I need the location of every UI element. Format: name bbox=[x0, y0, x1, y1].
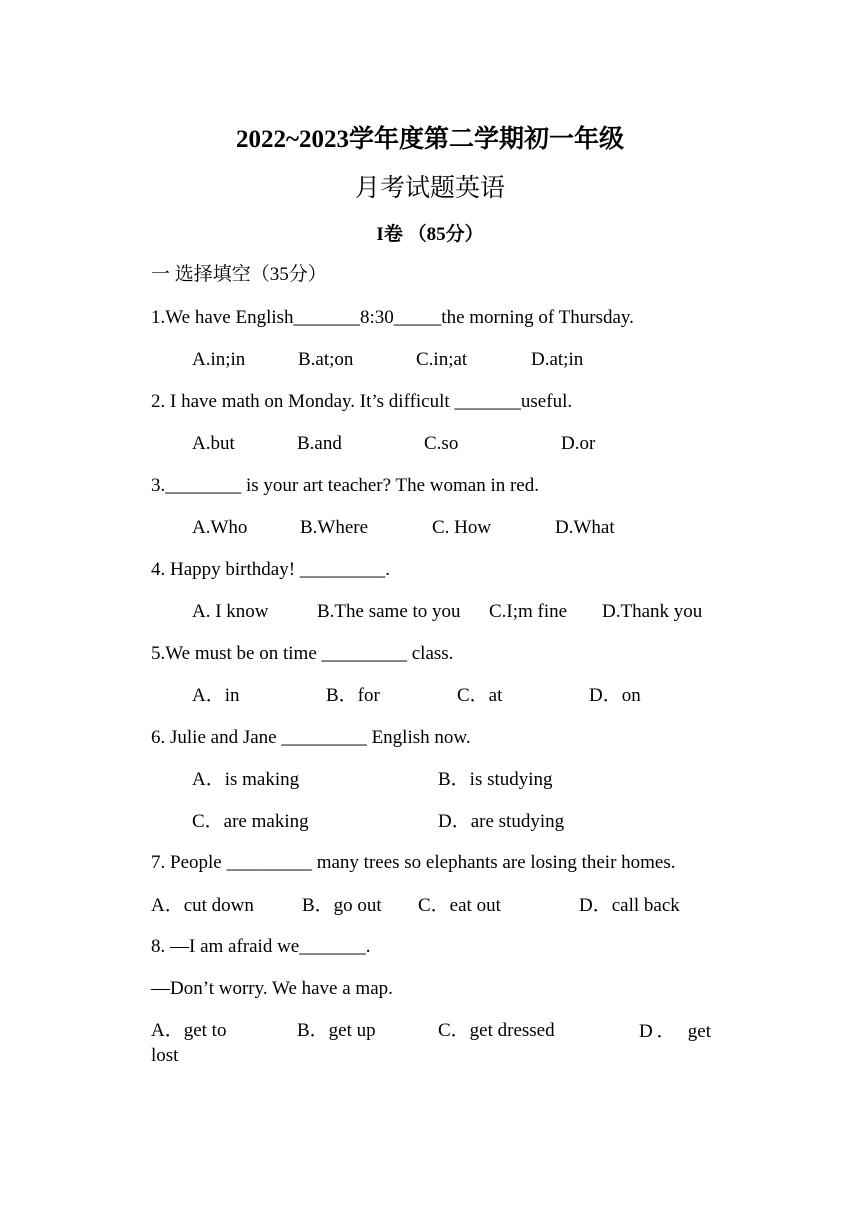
q7-option-d: D．call back bbox=[579, 895, 680, 916]
q8-option-a: A．get to bbox=[151, 1020, 227, 1041]
q3-option-b: B.Where bbox=[300, 517, 369, 538]
q8-option-d-text bbox=[639, 1019, 711, 1044]
q1-option-c: C.in;at bbox=[416, 349, 468, 370]
q1-option-a: A.in;in bbox=[192, 349, 246, 370]
q3-option-c: C. How bbox=[432, 517, 492, 538]
q8-option-d-line1: D． get bbox=[639, 1021, 711, 1042]
exam-subtitle: 月考试题英语 bbox=[354, 175, 505, 202]
q7-option-a: A．cut down bbox=[151, 895, 254, 916]
paper-section-label: I卷 （85分） bbox=[376, 224, 484, 245]
q8-option-d-line2: lost bbox=[151, 1045, 179, 1066]
q2-option-c: C.so bbox=[424, 433, 459, 454]
q5-option-d: D．on bbox=[589, 685, 641, 706]
q7-option-c: C．eat out bbox=[418, 895, 501, 916]
q6-option-b: B．is studying bbox=[438, 769, 553, 790]
q2-option-d: D.or bbox=[561, 433, 596, 454]
q4-option-c: C.I;m fine bbox=[489, 601, 568, 622]
question-8-response: —Don’t worry. We have a map. bbox=[151, 978, 393, 999]
question-5-stem: 5.We must be on time _________ class. bbox=[151, 643, 454, 664]
question-7-stem: 7. People _________ many trees so elephants are losing their homes. bbox=[151, 852, 676, 873]
question-1-stem: 1.We have English_______8:30_____the morning of Thursday. bbox=[151, 307, 634, 328]
q4-option-a: A. I know bbox=[192, 601, 269, 622]
exam-title: 2022~2023学年度第二学期初一年级 bbox=[235, 126, 624, 153]
q5-option-c: C．at bbox=[457, 685, 503, 706]
question-6-stem: 6. Julie and Jane _________ English now. bbox=[151, 727, 471, 748]
q1-option-b: B.at;on bbox=[298, 349, 354, 370]
q5-option-a: A．in bbox=[192, 685, 240, 706]
q8-option-b: B．get up bbox=[297, 1020, 376, 1041]
q4-option-b: B.The same to you bbox=[317, 601, 461, 622]
question-2-stem: 2. I have math on Monday. It’s difficult _______useful. bbox=[151, 391, 573, 412]
q8-option-d bbox=[639, 1019, 711, 1044]
section-heading: 一 选择填空（35分） bbox=[151, 264, 327, 285]
q4-option-d: D.Thank you bbox=[602, 601, 703, 622]
q3-option-a: A.Who bbox=[192, 517, 248, 538]
q6-option-d: D．are studying bbox=[438, 811, 565, 832]
question-3-stem: 3.________ is your art teacher? The woman in red. bbox=[151, 475, 539, 496]
question-4-stem: 4. Happy birthday! _________. bbox=[151, 559, 391, 580]
q8-option-c: C．get dressed bbox=[438, 1020, 555, 1041]
q7-option-b: B．go out bbox=[302, 895, 382, 916]
question-8-stem: 8. —I am afraid we_______. bbox=[151, 936, 371, 957]
q2-option-b: B.and bbox=[297, 433, 342, 454]
q6-option-a: A．is making bbox=[192, 769, 300, 790]
q3-option-d: D.What bbox=[555, 517, 615, 538]
q6-option-c: C．are making bbox=[192, 811, 309, 832]
q1-option-d: D.at;in bbox=[531, 349, 584, 370]
q2-option-a: A.but bbox=[192, 433, 235, 454]
q5-option-b: B．for bbox=[326, 685, 380, 706]
